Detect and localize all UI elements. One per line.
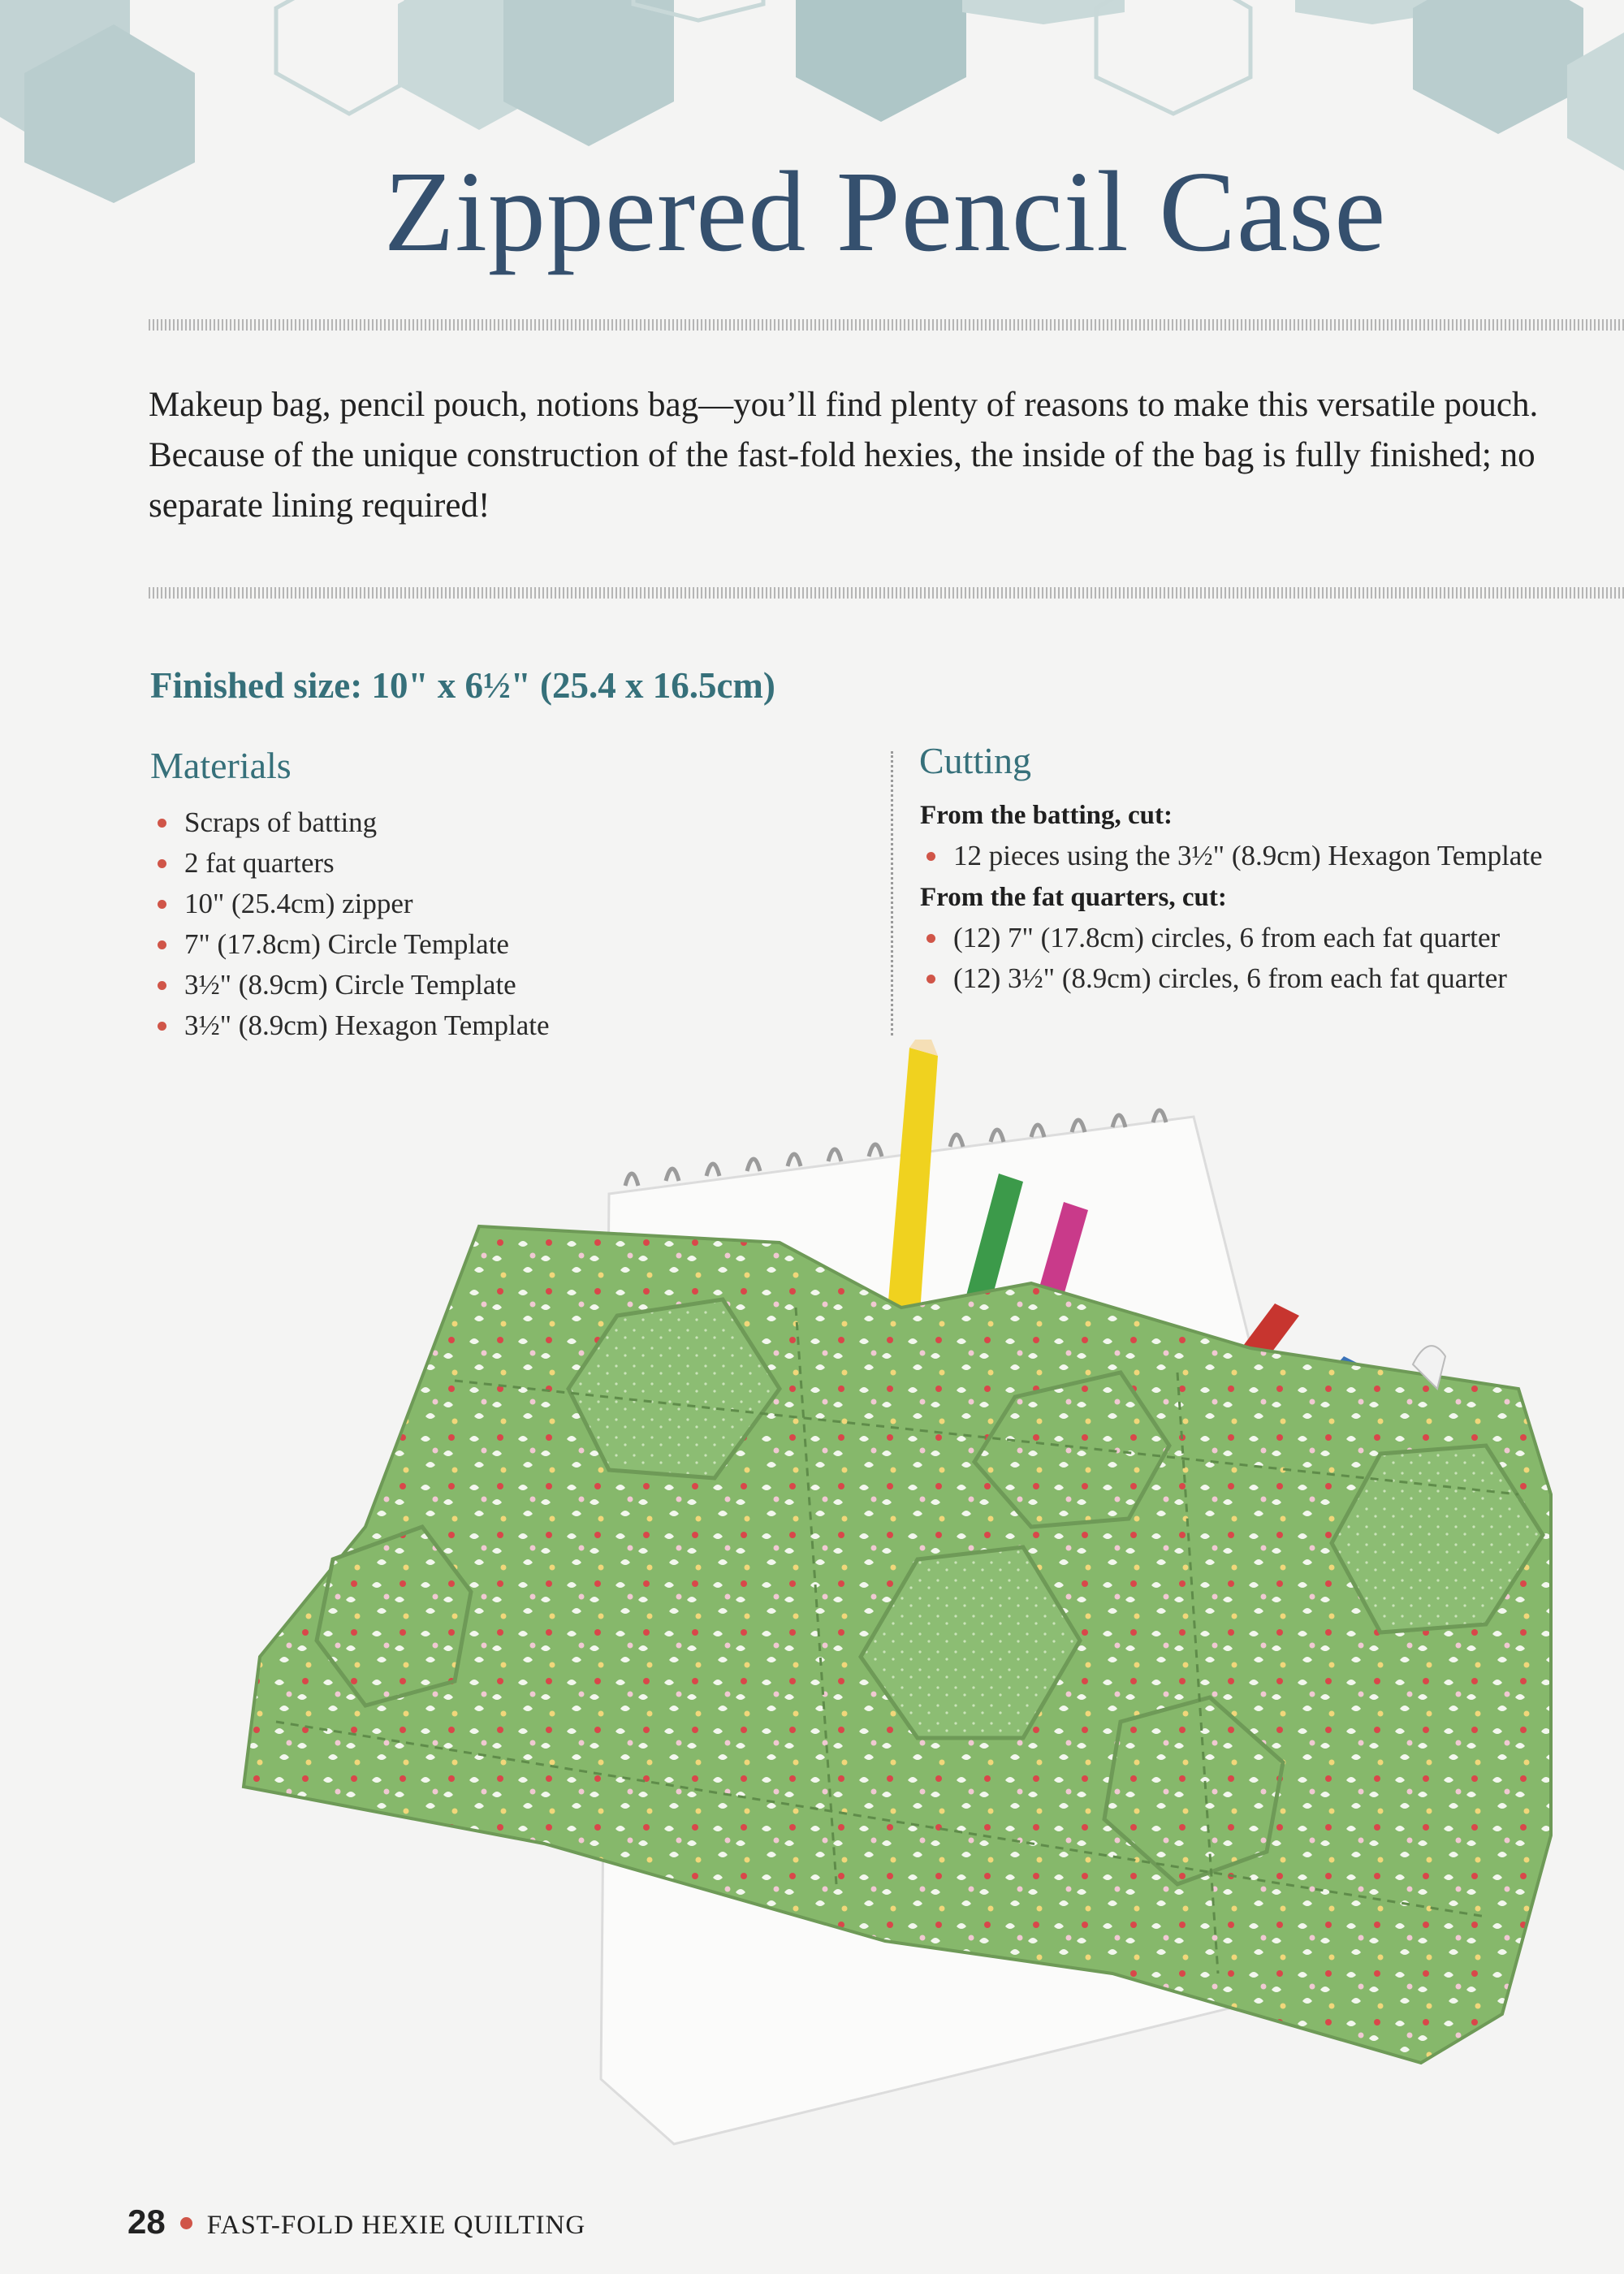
finished-size: Finished size: 10" x 6½" (25.4 x 16.5cm) — [150, 665, 775, 706]
book-title: FAST-FOLD HEXIE QUILTING — [206, 2211, 586, 2240]
materials-heading: Materials — [150, 745, 292, 786]
column-divider — [891, 751, 893, 1035]
fat-quarter-cut-list — [919, 918, 1507, 999]
page-number: 28 — [127, 2203, 166, 2241]
list-item: 2 fat quarters — [150, 843, 550, 884]
bullet-icon — [926, 934, 935, 943]
list-item: 10" (25.4cm) zipper — [150, 884, 550, 924]
list-item: 3½" (8.9cm) Circle Template — [150, 965, 550, 1005]
bullet-icon — [158, 940, 166, 949]
bullet-icon — [926, 852, 935, 861]
batting-cut-list — [919, 836, 1543, 876]
list-item: 12 pieces using the 3½" (8.9cm) Hexagon Template — [919, 836, 1543, 876]
materials-list — [150, 802, 550, 1046]
bullet-icon — [158, 1022, 166, 1031]
pencil-case-photo — [219, 1040, 1583, 2160]
dotted-divider — [149, 319, 1624, 331]
cutting-heading: Cutting — [919, 740, 1032, 781]
dotted-divider — [149, 587, 1624, 599]
bullet-icon — [158, 900, 166, 909]
list-item: 3½" (8.9cm) Hexagon Template — [150, 1005, 550, 1046]
list-item: (12) 3½" (8.9cm) circles, 6 from each fat quarter — [919, 958, 1507, 999]
intro-paragraph: Makeup bag, pencil pouch, notions bag—you’ll find plenty of reasons to make this versatile pouch. Because of the unique construction of the fast-fold hexies, the inside of the bag is fully finished; no separate lining required! — [149, 386, 1539, 525]
footer-bullet-icon — [180, 2217, 192, 2229]
batting-subheading: From the batting, cut: — [920, 801, 1173, 830]
bullet-icon — [926, 975, 935, 984]
list-item: (12) 7" (17.8cm) circles, 6 from each fat quarter — [919, 918, 1507, 958]
list-item: Scraps of batting — [150, 802, 550, 843]
fat-quarters-subheading: From the fat quarters, cut: — [920, 883, 1227, 912]
bullet-icon — [158, 819, 166, 828]
bullet-icon — [158, 981, 166, 990]
bullet-icon — [158, 859, 166, 868]
page-title: Zippered Pencil Case — [383, 147, 1387, 275]
list-item: 7" (17.8cm) Circle Template — [150, 924, 550, 965]
page-footer — [127, 2203, 585, 2242]
